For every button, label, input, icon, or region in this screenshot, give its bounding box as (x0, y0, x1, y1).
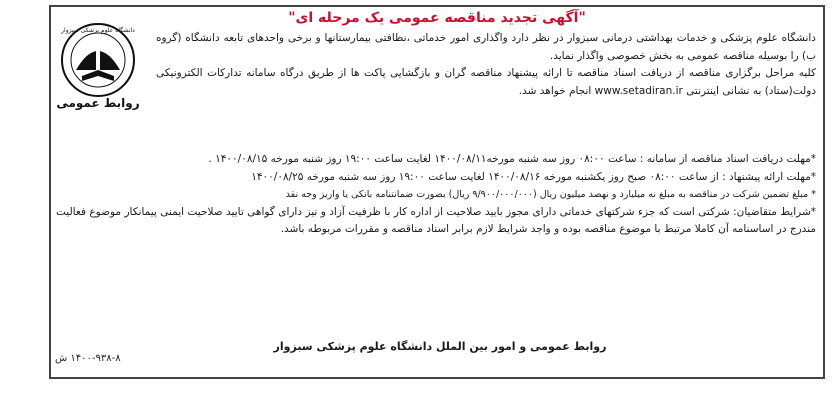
deadline-documents: *مهلت دریافت اسناد مناقصه از سامانه : ساعت ۰۸:۰۰ روز سه شنبه مورخه۱۴۰۰/۰۸/۱۱ لغایت ساعت ۱۹:۰۰ روز شنبه مورخه ۱۴۰۰/۰۸/۱۵ . (208, 153, 816, 165)
notice-intro (156, 30, 816, 100)
footer-organization: روابط عمومی و امور بین الملل دانشگاه علوم پزشکی سبزوار (273, 340, 607, 353)
paragraph-procedure: کلیه مراحل برگزاری مناقصه از دریافت اسناد مناقصه تا ارائه پیشنهاد مناقصه گران و بازگشایی پاکت ها از طریق درگاه سامانه تدارکات الکترونیکی دولت(ستاد) به نشانی اینترنتی www.setadiran.ir انجام خواهد شد. (156, 67, 816, 97)
footer-reference-number: ۱۴۰۰-۹۳۸-۸ ش (55, 353, 121, 364)
notice-title: "آگهی تجدید مناقصه عمومی یک مرحله ای" (288, 10, 586, 26)
notice-details (56, 151, 816, 239)
logo-ring-text: دانشگاه علوم پزشکی سبزوار (61, 27, 135, 34)
university-logo-emblem (58, 20, 138, 100)
guarantee-amount: * مبلغ تضمین شرکت در مناقصه به مبلغ نه میلیارد و نهصد میلیون ریال (۹/۹۰۰/۰۰۰/۰۰۰ ریال) بصورت ضمانتنامه بانکی یا واریز وجه نقد (285, 189, 816, 200)
logo-caption: روابط عمومی (56, 96, 140, 110)
applicant-conditions: *شرایط متقاضیان: شرکتی است که جزء شرکتهای خدماتی دارای مجوز بایید صلاحیت از اداره کار با ظرفیت آزاد و نیز دارای گواهی تایید صلاحیت ایمنی پیمانکار موضوع فعالیت مندرج در اساسنامه آن کاملا مرتبط با موضوع مناقصه بوده و واجد شرایط لازم برابر اسناد مناقصه و مقررات مربوطه باشد. (56, 205, 816, 235)
paragraph-intro: دانشگاه علوم پزشکی و خدمات بهداشتی درمانی سبزوار در نظر دارد واگذاری امور خدماتی ،نظافتی بیمارستانها و برخی واحدهای تابعه دانشگاه (گروه ب) را بوسیله مناقصه عمومی به بخش خصوصی واگذار نماید. (156, 32, 816, 62)
deadline-offers: *مهلت ارائه پیشنهاد : از ساعت ۰۸:۰۰ صبح روز یکشنبه مورخه ۱۴۰۰/۰۸/۱۶ لغایت ساعت ۱۹:۰۰ روز سه شنبه مورخه ۱۴۰۰/۰۸/۲۵ (251, 170, 816, 183)
